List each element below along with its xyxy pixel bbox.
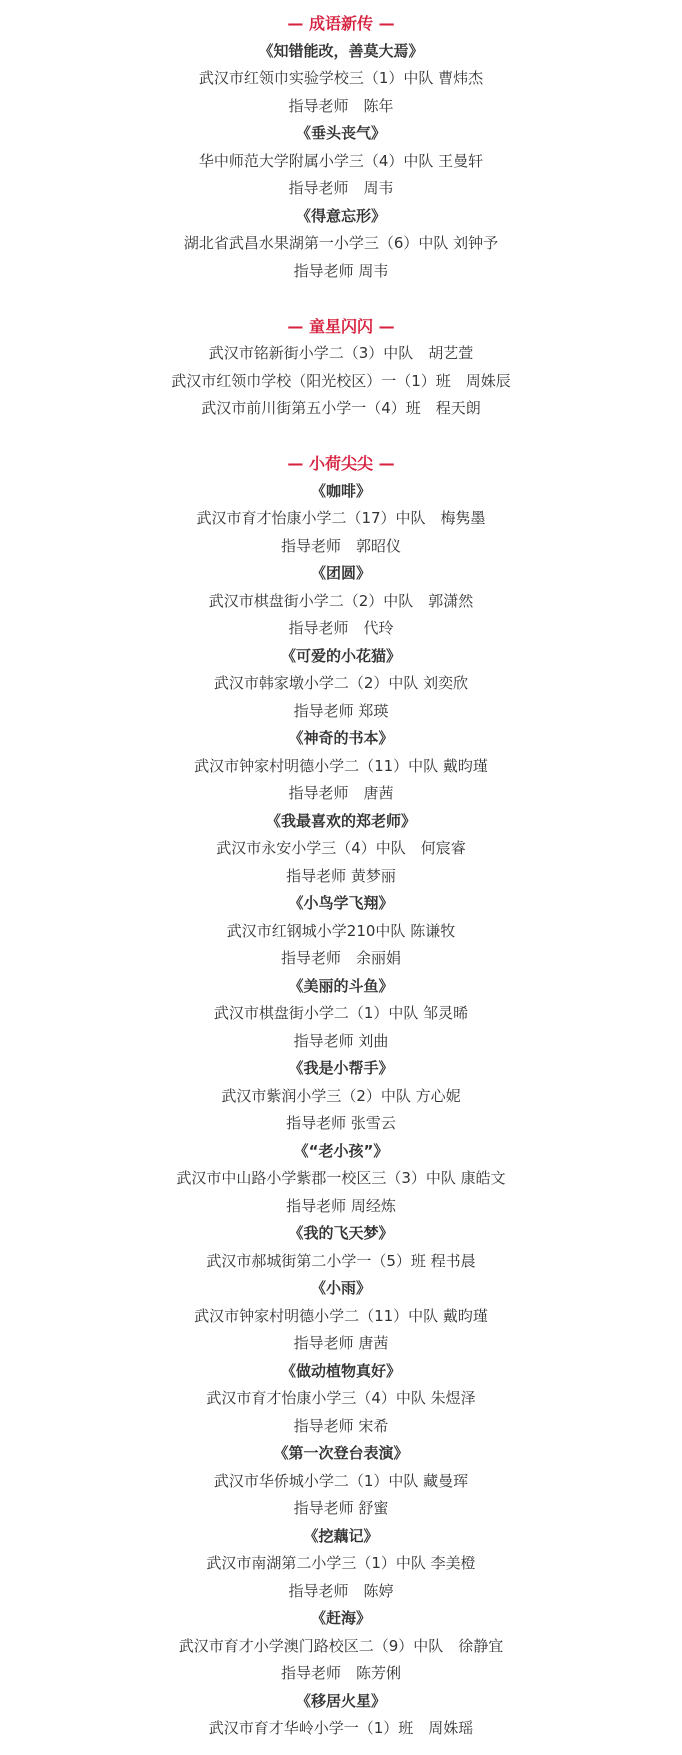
- work-title: 《神奇的书本》: [288, 729, 394, 747]
- work-title: 《可爱的小花猫》: [280, 646, 401, 665]
- entry-text: 指导老师 陈年: [288, 96, 394, 115]
- spacer: [0, 285, 682, 313]
- work-title: 《做动植物真好》: [280, 1361, 401, 1380]
- entry-text: 武汉市红钢城小学210中队 陈谦牧: [226, 921, 456, 940]
- entry-text: 湖北省武昌水果湖第一小学三（6）中队 刘钟予: [183, 234, 499, 252]
- entry-text: 指导老师 余丽娟: [280, 949, 401, 967]
- work-title: 《咖啡》: [310, 481, 371, 500]
- entry-text: 指导老师 周韦: [293, 261, 389, 280]
- entry-text: 武汉市育才怡康小学二（17）中队 梅隽墨: [196, 509, 486, 527]
- entry-text: 武汉市红领巾学校（阳光校区）一（1）班 周姝辰: [171, 371, 511, 390]
- award-list: [0, 10, 682, 1743]
- entry-text: 指导老师 郭昭仪: [280, 536, 401, 555]
- spacer: [0, 423, 682, 451]
- entry-text: 武汉市韩家墩小学二（2）中队 刘奕欣: [213, 674, 469, 692]
- work-title: 《我最喜欢的郑老师》: [265, 811, 416, 830]
- entry-text: 指导老师 郑瑛: [293, 701, 389, 720]
- entry-text: 武汉市钟家村明德小学二（11）中队 戴昀瑾: [194, 756, 488, 775]
- entry-text: 武汉市南湖第二小学三（1）中队 李美橙: [206, 1554, 476, 1572]
- work-title: 《垂头丧气》: [295, 124, 386, 142]
- section-heading: — 成语新传 —: [287, 14, 395, 33]
- work-title: 《知错能改，善莫大焉》: [258, 41, 424, 60]
- entry-text: 武汉市育才怡康小学三（4）中队 朱煜泽: [206, 1389, 476, 1407]
- entry-text: 指导老师 唐茜: [288, 784, 394, 802]
- entry-text: 指导老师 陈芳俐: [280, 1664, 401, 1682]
- section-heading: — 童星闪闪 —: [287, 316, 395, 336]
- entry-text: 武汉市前川街第五小学一（4）班 程天朗: [201, 399, 481, 417]
- entry-text: 指导老师 周韦: [288, 179, 394, 197]
- work-title: 《挖藕记》: [303, 1526, 379, 1545]
- entry-text: 指导老师 唐茜: [293, 1334, 389, 1352]
- work-title: 《第一次登台表演》: [273, 1444, 409, 1462]
- entry-text: 武汉市紫润小学三（2）中队 方心妮: [221, 1086, 461, 1105]
- entry-text: 武汉市铭新街小学二（3）中队 胡艺萱: [208, 344, 474, 362]
- entry-text: 武汉市中山路小学紫郡一校区三（3）中队 康皓文: [176, 1169, 506, 1187]
- entry-text: 武汉市红领巾实验学校三（1）中队 曹炜杰: [198, 69, 484, 87]
- work-title: 《赶海》: [310, 1609, 371, 1627]
- entry-text: 指导老师 舒蜜: [293, 1499, 389, 1517]
- entry-text: 指导老师 宋希: [293, 1416, 389, 1435]
- entry-text: 武汉市郝城街第二小学一（5）班 程书晨: [206, 1251, 476, 1270]
- entry-text: 指导老师 周经炼: [286, 1196, 396, 1215]
- work-title: 《团圆》: [310, 564, 371, 582]
- work-title: 《小雨》: [310, 1279, 371, 1297]
- section-heading: — 小荷尖尖 —: [287, 454, 395, 473]
- entry-text: 武汉市永安小学三（4）中队 何宸睿: [216, 839, 466, 857]
- entry-text: 武汉市华侨城小学二（1）中队 藏曼珲: [213, 1471, 469, 1490]
- entry-text: 指导老师 刘曲: [293, 1031, 389, 1050]
- work-title: 《小鸟学飞翔》: [288, 894, 394, 912]
- entry-text: 指导老师 张雪云: [286, 1114, 396, 1132]
- entry-text: 武汉市棋盘街小学二（2）中队 郭潇然: [208, 591, 474, 610]
- entry-text: 指导老师 黄梦丽: [286, 866, 396, 885]
- entry-text: 武汉市育才华岭小学一（1）班 周姝瑶: [208, 1719, 474, 1737]
- entry-text: 武汉市钟家村明德小学二（11）中队 戴昀瑾: [194, 1306, 488, 1325]
- work-title: 《美丽的斗鱼》: [288, 976, 394, 995]
- work-title: 《移居火星》: [295, 1691, 386, 1710]
- entry-text: 武汉市育才小学澳门路校区二（9）中队 徐静宜: [178, 1636, 504, 1655]
- entry-text: 指导老师 代玲: [288, 619, 394, 637]
- work-title: 《“老小孩”》: [293, 1141, 389, 1160]
- work-title: 《得意忘形》: [295, 206, 386, 225]
- work-title: 《我的飞天梦》: [288, 1224, 394, 1242]
- work-title: 《我是小帮手》: [288, 1059, 394, 1077]
- entry-text: 指导老师 陈婷: [288, 1581, 394, 1600]
- entry-text: 华中师范大学附属小学三（4）中队 王曼轩: [198, 151, 484, 170]
- entry-text: 武汉市棋盘街小学二（1）中队 邹灵晞: [213, 1004, 469, 1022]
